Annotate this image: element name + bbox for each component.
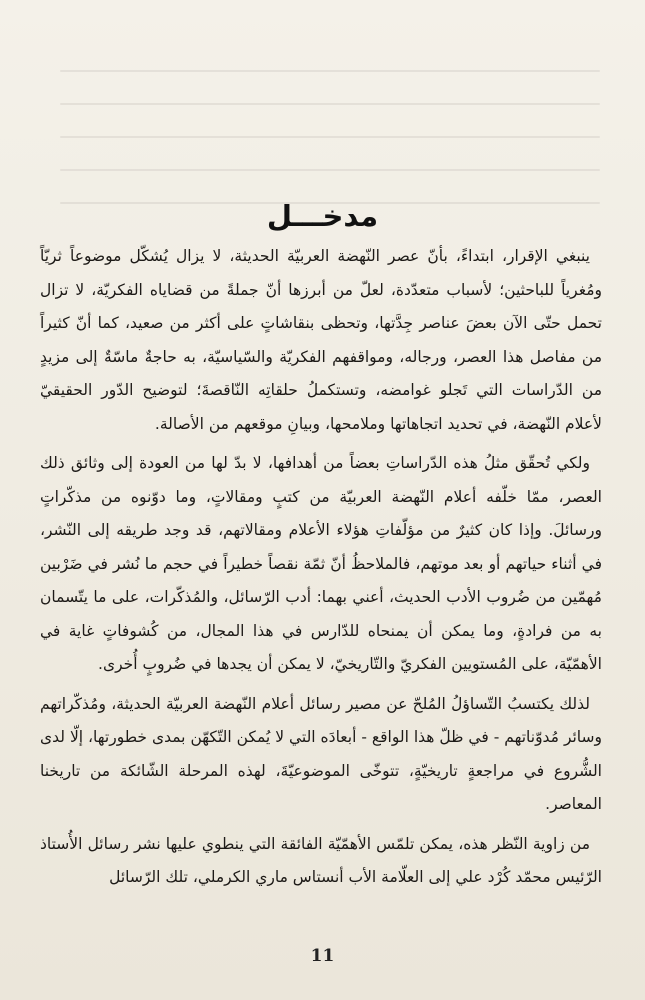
- body-text: [40, 240, 602, 895]
- paragraph-4: من زاوية النّظر هذه، يمكن تلمّس الأهمّيّة الفائقة التي ينطوي عليها نشر رسائل الأُستاذ الرّئيس محمّد كُرْد علي إلى العلّامة الأب أنستاس ماري الكرملي، تلك الرّسائل: [40, 834, 602, 886]
- paragraph-3: لذلك يكتسبُ التّساؤلُ المُلحّ عن مصير رسائل أعلام النّهضة العربيّة الحديثة، ومُذكّراتهم وسائر مُدوّناتهم - في ظلّ هذا الواقع - أبعادَه التي لا يُمكن التّكهّن بمدى خطورتها، إلّا لدى الشُّروع في مراجعةٍ تاريخيّةٍ، تتوخّى الموضوعيّةَ، لهذه المرحلة الشّائكة من تاريخنا المعاصر.: [40, 694, 602, 813]
- paragraph-1: ينبغي الإقرار، ابتداءً، بأنّ عصر النّهضة العربيّة الحديثة، لا يزال يُشكّل موضوعاً ثريّاً ومُغرياً للباحثين؛ لأسباب متعدّدة، لعلّ من أبرزها أنّ جملةً من قضاياه الفكريّة، لا تزال تحمل حتّى الآن بعضَ عناصر جِدَّتها، وتحظى بنقاشاتٍ على أكثر من صعيد، كما أنّ كثيراً من مفاصل هذا العصر، ورجاله، ومواقفهم الفكريّة والسّياسيّة، به حاجةٌ ماسّةٌ إلى مزيدٍ من الدّراسات التي تَجلو غوامضه، وتستكملُ حلقاتِه النّاقصةَ؛ لتوضيح الدّور الحقيقيّ لأعلام النّهضة، في تحديد اتجاهاتها وملامحها، وبيانِ موقعهم من الأصالة.: [40, 247, 602, 433]
- chapter-title: مدخـــل: [266, 199, 379, 234]
- paragraph-2: ولكي تُحقّق مثلُ هذه الدّراساتِ بعضاً من أهدافها، لا بدّ لها من العودة إلى وثائق ذلك العصر، ممّا خلّفه أعلام النّهضة العربيّة من كتبٍ ومقالاتٍ، وما دوّنوه من مذكّراتٍ ورسائلَ. وإذا كان كثيرٌ من مؤلّفاتِ هؤلاء الأعلام ومقالاتهم، قد وجد طريقه إلى النّشر، في أثناء حياتهم أو بعد موتهم، فالملاحظُ أنّ ثمّة نقصاً خطيراً في حجم ما نُشر في ضَرْبين مُهمّين من ضُروب الأدب الحديث، أعني بهما: أدب الرّسائل، والمُذكّرات، على ما يتّسمان به من فرادةٍ، وما يمكن أن يمنحاه للدّارس في هذا المجال، من كُشوفاتٍ غاية في الأهمّيّة، على المُستويين الفكريّ والتّاريخيّ، لا يمكن أن يجدها في ضُروبٍ أُخرى.: [40, 454, 602, 673]
- page-number: 11: [310, 946, 335, 966]
